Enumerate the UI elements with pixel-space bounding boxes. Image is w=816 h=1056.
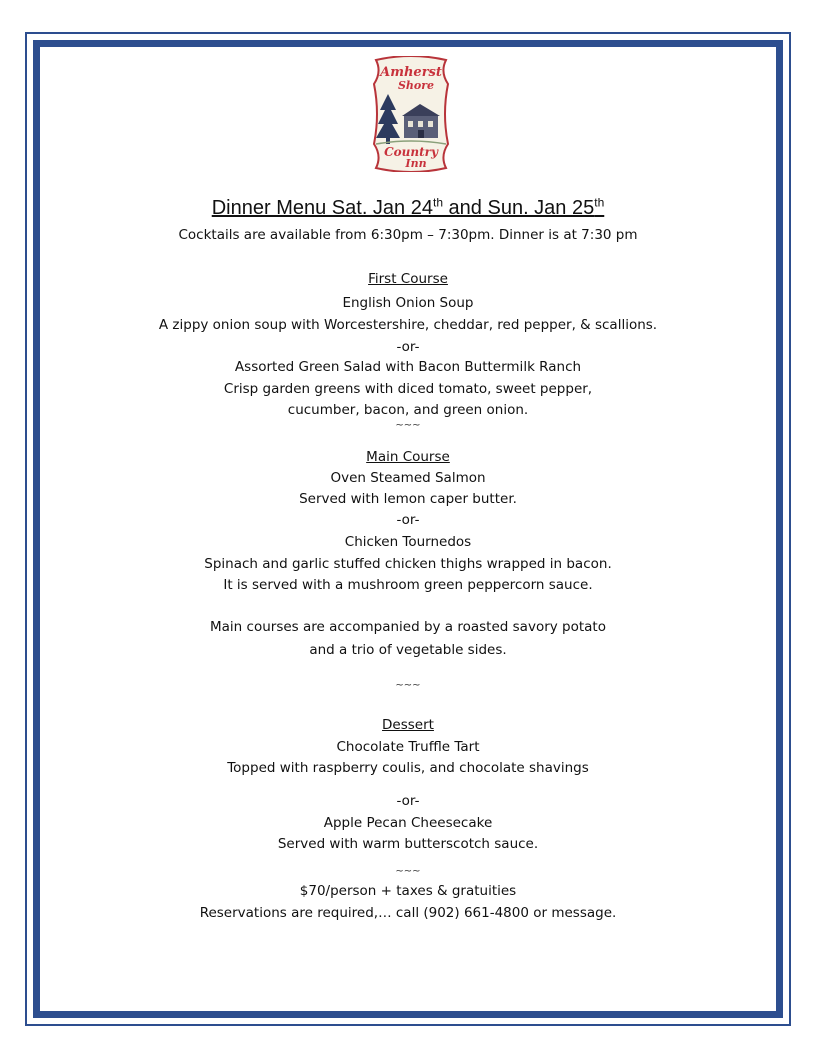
main-course-item-2-desc-1: Spinach and garlic stuffed chicken thighs wrapped in bacon.: [204, 556, 612, 572]
dessert-heading: Dessert: [382, 717, 434, 733]
price-line: $70/person + taxes & gratuities: [299, 883, 517, 899]
main-course-item-2-desc-2: It is served with a mushroom green peppercorn sauce.: [223, 577, 593, 593]
first-course-separator: ~~~: [395, 420, 421, 431]
first-course-item-1-name: English Onion Soup: [342, 295, 474, 311]
main-course-separator: ~~~: [395, 680, 421, 691]
main-course-item-1-name: Oven Steamed Salmon: [330, 470, 486, 486]
menu-title: [40, 196, 776, 220]
dessert-item-1-name: Chocolate Truffle Tart: [336, 739, 480, 755]
main-course-heading: Main Course: [366, 449, 450, 465]
title-sup-1: th: [432, 195, 443, 210]
logo-text-country: Country: [384, 145, 438, 159]
cocktail-hours: Cocktails are available from 6:30pm – 7:30pm. Dinner is at 7:30 pm: [178, 227, 638, 243]
main-course-item-1-desc: Served with lemon caper butter.: [299, 491, 517, 507]
reservations-line: Reservations are required,… call (902) 661-4800 or message.: [199, 905, 617, 921]
dessert-item-2-desc: Served with warm butterscotch sauce.: [277, 836, 539, 852]
logo-text-shore: Shore: [397, 79, 435, 92]
first-course-heading: First Course: [368, 271, 448, 287]
main-course-note-1: Main courses are accompanied by a roasted savory potato: [210, 619, 606, 635]
first-course-item-1-desc: A zippy onion soup with Worcestershire, cheddar, red pepper, & scallions.: [158, 317, 658, 333]
title-part-1: Dinner Menu Sat. Jan 24: [211, 197, 433, 219]
dessert-separator: ~~~: [395, 866, 421, 877]
logo-text-inn: Inn: [405, 157, 427, 170]
first-course-item-2-desc-2: cucumber, bacon, and green onion.: [287, 402, 529, 418]
dessert-or: -or-: [396, 793, 420, 809]
logo-text-amherst: Amherst: [380, 65, 442, 80]
first-course-item-2-name: Assorted Green Salad with Bacon Buttermilk Ranch: [234, 359, 582, 375]
title-sup-2: th: [594, 195, 605, 210]
first-course-item-2-desc-1: Crisp garden greens with diced tomato, sweet pepper,: [223, 381, 593, 397]
main-course-or: -or-: [396, 512, 420, 528]
main-course-note-2: and a trio of vegetable sides.: [309, 642, 507, 658]
dessert-item-2-name: Apple Pecan Cheesecake: [323, 815, 493, 831]
inn-logo: [368, 56, 454, 172]
dessert-item-1-desc: Topped with raspberry coulis, and chocolate shavings: [227, 760, 589, 776]
first-course-or: -or-: [396, 339, 420, 355]
title-part-2: and Sun. Jan 25: [443, 197, 595, 219]
main-course-item-2-name: Chicken Tournedos: [344, 534, 472, 550]
